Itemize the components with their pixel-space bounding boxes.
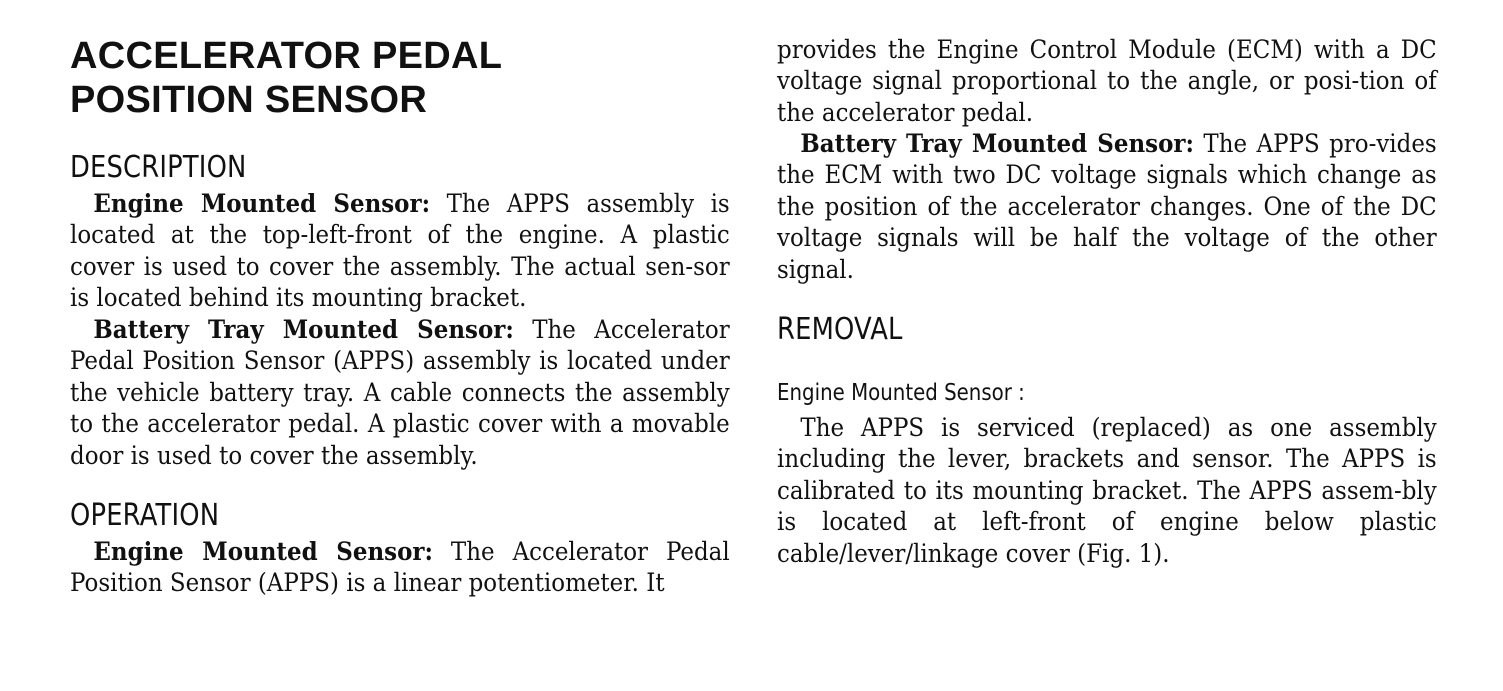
description-battery-paragraph — [70, 315, 730, 472]
operation-battery-paragraph — [777, 129, 1437, 286]
removal-heading: REMOVAL — [777, 312, 903, 347]
description-engine-text: The APPS assembly is located at the top-left-front of the engine. A plastic cover is used to cover the assembly. The actual sen-sor is located behind its mounting bracket. — [70, 189, 730, 314]
operation-engine-text: The Accelerator Pedal Position Sensor (APPS) is a linear potentiometer. It — [70, 537, 730, 599]
operation-battery-text: The APPS pro-vides the ECM with two DC voltage signals which change as the position of the accelerator changes. One of the DC voltage signals will be half the voltage of the other signal. — [777, 129, 1437, 285]
removal-subheading: Engine Mounted Sensor : — [777, 380, 1025, 406]
description-heading: DESCRIPTION — [70, 150, 247, 185]
description-battery-label: Battery Tray Mounted Sensor: — [93, 315, 514, 345]
operation-heading: OPERATION — [70, 498, 220, 533]
operation-engine-continuation: provides the Engine Control Module (ECM) with a DC voltage signal proportional to the angle, or posi-tion of the accelerator pedal. — [777, 35, 1437, 128]
operation-battery-label: Battery Tray Mounted Sensor: — [800, 129, 1194, 159]
removal-paragraph: The APPS is serviced (replaced) as one assembly including the lever, brackets and sensor. The APPS is calibrated to its mounting bracket. The APPS assem-bly is located at left-front of engine below plastic cable/lever/linkage cover (Fig. 1). — [777, 413, 1437, 569]
description-engine-label: Engine Mounted Sensor: — [93, 189, 431, 219]
operation-engine-label: Engine Mounted Sensor: — [93, 537, 433, 567]
page-title — [70, 34, 730, 122]
page-title-line-1: ACCELERATOR PEDAL — [70, 35, 503, 77]
description-engine-paragraph — [70, 189, 730, 315]
page-title-line-2: POSITION SENSOR — [70, 79, 428, 121]
operation-engine-paragraph — [70, 537, 730, 600]
description-battery-text: The Accelerator Pedal Position Sensor (APPS) assembly is located under the vehicle battery tray. A cable connects the assembly to the accelerator pedal. A plastic cover with a movable door is used to cover the assembly. — [70, 315, 730, 471]
